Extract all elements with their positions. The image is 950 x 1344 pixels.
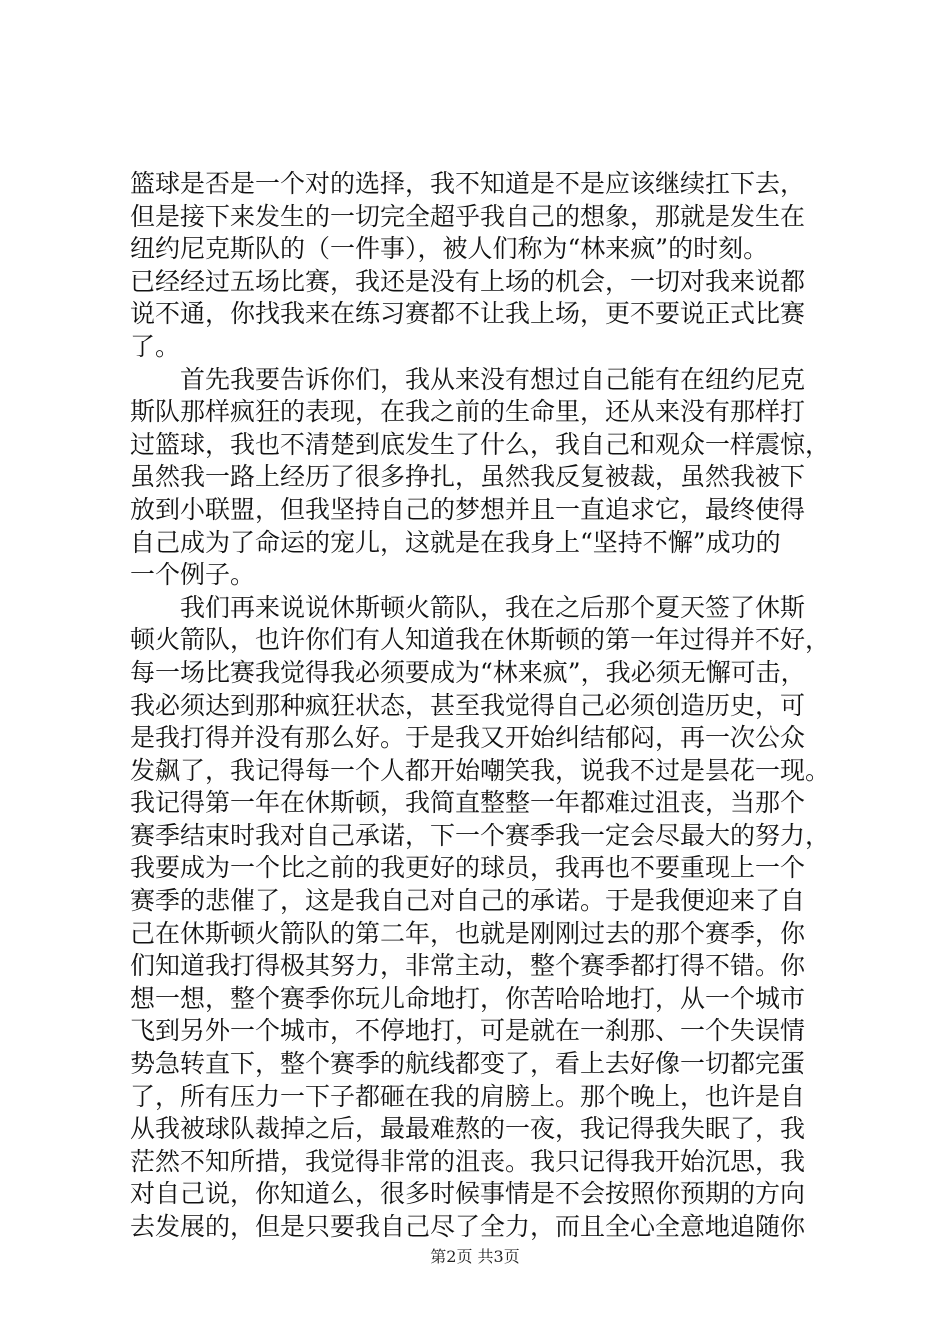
- text-line: 纽约尼克斯队的（一件事），被人们称为“林来疯”的时刻。: [130, 234, 769, 264]
- text-line: 从我被球队裁掉之后，最最难熬的一夜，我记得我失眠了，我: [130, 1114, 806, 1144]
- text-line: 发飙了，我记得每一个人都开始嘲笑我，说我不过是昙花一现。: [130, 755, 831, 785]
- text-line: 每一场比赛我觉得我必须要成为“林来疯”，我必须无懈可击，: [130, 657, 806, 687]
- text-line: 们知道我打得极其努力，非常主动，整个赛季都打得不错。你: [130, 951, 806, 981]
- text-line: 自己成为了命运的宠儿，这就是在我身上“坚持不懈”成功的: [130, 527, 781, 557]
- text-line: 赛季的悲催了，这是我自己对自己的承诺。于是我便迎来了自: [130, 886, 806, 916]
- text-line: 斯队那样疯狂的表现，在我之前的生命里，还从来没有那样打: [130, 397, 806, 427]
- text-line: 去发展的，但是只要我自己尽了全力，而且全心全意地追随你: [130, 1212, 806, 1241]
- text-line: 一个例子。: [130, 560, 256, 590]
- text-line: 赛季结束时我对自己承诺，下一个赛季我一定会尽最大的努力，: [130, 820, 831, 850]
- text-line: 说不通，你找我来在练习赛都不让我上场，更不要说正式比赛: [130, 299, 806, 329]
- text-line: 我记得第一年在休斯顿，我简直整整一年都难过沮丧，当那个: [130, 788, 806, 818]
- text-line: 己在休斯顿火箭队的第二年，也就是刚刚过去的那个赛季，你: [130, 918, 806, 948]
- text-line: 我必须达到那种疯狂状态，甚至我觉得自己必须创造历史，可: [130, 690, 806, 720]
- text-line: 对自己说，你知道么，很多时候事情是不会按照你预期的方向: [130, 1179, 806, 1209]
- text-line: 过篮球，我也不清楚到底发生了什么，我自己和观众一样震惊，: [130, 429, 831, 459]
- text-line: 势急转直下，整个赛季的航线都变了，看上去好像一切都完蛋: [130, 1049, 806, 1079]
- text-line: 是我打得并没有那么好。于是我又开始纠结郁闷，再一次公众: [130, 723, 806, 753]
- body-text: [130, 168, 830, 1244]
- text-line: 茫然不知所措，我觉得非常的沮丧。我只记得我开始沉思，我: [130, 1146, 806, 1176]
- text-line: 虽然我一路上经历了很多挣扎，虽然我反复被裁，虽然我被下: [130, 462, 806, 492]
- text-line: 了，所有压力一下子都砸在我的肩膀上。那个晚上，也许是自: [130, 1081, 806, 1111]
- text-line: 顿火箭队，也许你们有人知道我在休斯顿的第一年过得并不好，: [130, 625, 831, 655]
- text-line: 放到小联盟，但我坚持自己的梦想并且一直追求它，最终使得: [130, 494, 806, 524]
- text-line: 飞到另外一个城市，不停地打，可是就在一刹那、一个失误情: [130, 1016, 806, 1046]
- text-line: 已经经过五场比赛，我还是没有上场的机会，一切对我来说都: [130, 266, 806, 296]
- page-number-footer: 第2页 共3页: [430, 1247, 520, 1266]
- text-line: 篮球是否是一个对的选择，我不知道是不是应该继续扛下去，: [130, 169, 806, 198]
- text-line: 我要成为一个比之前的我更好的球员，我再也不要重现上一个: [130, 853, 806, 883]
- text-line: 想一想，整个赛季你玩儿命地打，你苦哈哈地打，从一个城市: [130, 983, 806, 1013]
- text-line: 但是接下来发生的一切完全超乎我自己的想象，那就是发生在: [130, 201, 806, 231]
- text-line: 我们再来说说休斯顿火箭队，我在之后那个夏天签了休斯: [130, 592, 806, 622]
- text-line: 首先我要告诉你们，我从来没有想过自己能有在纽约尼克: [130, 364, 806, 394]
- text-line: 了。: [130, 331, 181, 361]
